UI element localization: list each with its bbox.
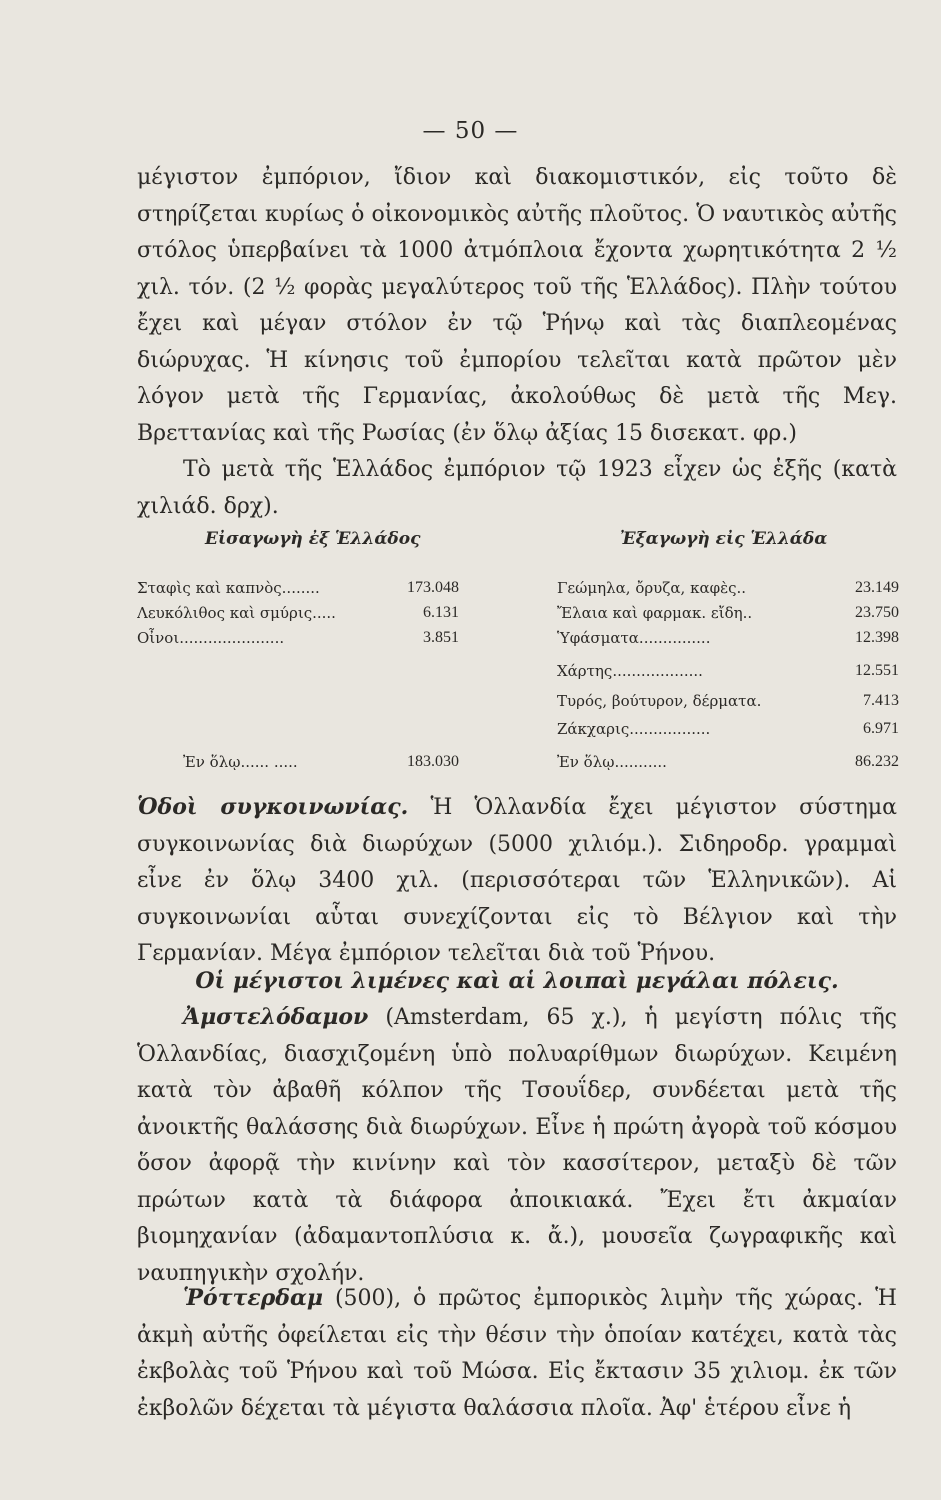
exports-row <box>557 626 899 650</box>
exports-row-value: 12.551 <box>855 662 899 679</box>
paragraph-amsterdam <box>137 999 897 1292</box>
exports-row <box>557 659 899 683</box>
exports-total-row <box>557 750 899 774</box>
imports-row-label: Οἶνοι...................... <box>137 629 285 647</box>
section-communications-heading: Ὁδοὶ συγκοινωνίας. <box>137 794 409 820</box>
imports-total-value: 183.030 <box>407 753 459 770</box>
amsterdam-text: (Amsterdam, 65 χ.), ἡ μεγίστη πόλις τῆς Ὁλλανδίας, διασχιζομένη ὑπὸ πολυαρίθμων διωρύχων. Κειμένη κατὰ τὸν ἀβαθῆ κόλπον τῆς Τσουΐδερ, συνδέεται μετὰ τῆς ἀνοικτῆς θαλάσσης διὰ διωρύχων. Εἶνε ἡ πρώτη ἀγορὰ τοῦ κόσμου ὅσον ἀφορᾷ τὴν κινίνην καὶ τὸν κασσίτερον, μεταξὺ δὲ τῶν πρώτων κατὰ τὰ διάφορα ἀποικιακά. Ἔχει ἔτι ἀκμαίαν βιομηχανίαν (ἀδαμαντοπλύσια κ. ἄ.), μουσεῖα ζωγραφικῆς καὶ ναυπηγικὴν σχολήν. <box>137 1005 897 1286</box>
imports-row-label: Σταφὶς καὶ καπνὸς........ <box>137 579 320 597</box>
exports-row <box>557 689 899 713</box>
paragraph-trade-greece: Τὸ μετὰ τῆς Ἑλλάδος ἐμπόριον τῷ 1923 εἶχεν ὡς ἑξῆς (κατὰ χιλιάδ. δρχ). <box>137 457 897 519</box>
exports-row-label: Ὑφάσματα............... <box>557 629 711 647</box>
imports-heading: Εἰσαγωγὴ ἐξ Ἑλλάδος <box>205 529 421 549</box>
imports-row <box>137 576 459 600</box>
rotterdam-name: Ῥόττερδαμ <box>183 1285 324 1311</box>
imports-row-label: Λευκόλιθος καὶ σμύρις..... <box>137 604 336 622</box>
paragraph-rotterdam <box>137 1280 897 1427</box>
exports-row-value: 23.750 <box>855 604 899 621</box>
rotterdam-text: (500), ὁ πρῶτος ἐμπορικὸς λιμὴν τῆς χώρας. Ἡ ἀκμὴ αὐτῆς ὀφείλεται εἰς τὴν θέσιν τὴν ὁποίαν κατέχει, κατὰ τὰς ἐκβολὰς τοῦ Ῥήνου καὶ τοῦ Μώσα. Εἰς ἔκτασιν 35 χιλιομ. ἐκ τῶν ἐκβολῶν δέχεται τὰ μέγιστα θαλάσσια πλοῖα. Ἀφ' ἑτέρου εἶνε ἡ <box>137 1286 897 1421</box>
section-ports-heading: Οἱ μέγιστοι λιμένες καὶ αἱ λοιπαὶ μεγάλαι πόλεις. <box>195 968 839 994</box>
exports-row-label: Τυρός, βούτυρον, δέρματα. <box>557 692 762 710</box>
section-communications <box>137 789 897 973</box>
exports-total-value: 86.232 <box>855 753 899 770</box>
imports-row <box>137 626 459 650</box>
exports-row <box>557 576 899 600</box>
exports-heading: Ἐξαγωγὴ εἰς Ἑλλάδα <box>620 529 828 549</box>
section-communications-text: Ἡ Ὁλλανδία ἔχει μέγιστον σύστημα συγκοινωνίας διὰ διωρύχων (5000 χιλιόμ.). Σιδηροδρ. γραμμαὶ εἶνε ἐν ὅλῳ 3400 χιλ. (περισσότεραι τῶν Ἑλληνικῶν). Αἱ συγκοινωνίαι αὗται συνεχίζονται εἰς τὸ Βέλγιον καὶ τὴν Γερμανίαν. Μέγα ἐμπόριον τελεῖται διὰ τοῦ Ῥήνου. <box>137 795 897 966</box>
exports-row-label: Ζάκχαρις................. <box>557 720 711 738</box>
exports-row-value: 23.149 <box>855 579 899 596</box>
paragraph-trade-intro: μέγιστον ἐμπόριον, ἴδιον καὶ διακομιστικόν, εἰς τοῦτο δὲ στηρίζεται κυρίως ὁ οἰκονομικὸς αὐτῆς πλοῦτος. Ὁ ναυτικὸς αὐτῆς στόλος ὑπερβαίνει τὰ 1000 ἀτμόπλοια ἔχοντα χωρητικότητα 2 ½ χιλ. τόν. (2 ½ φορὰς μεγαλύτερος τοῦ τῆς Ἑλλάδος). Πλὴν τούτου ἔχει καὶ μέγαν στόλον ἐν τῷ Ῥήνῳ καὶ τὰς διαπλεομένας διώρυχας. Ἡ κίνησις τοῦ ἐμπορίου τελεῖται κατὰ πρῶτον μὲν λόγον μετὰ τῆς Γερμανίας, ἀκολούθως δὲ μετὰ τῆς Μεγ. Βρεττανίας καὶ τῆς Ρωσίας (ἐν ὅλῳ ἀξίας 15 δισεκατ. φρ.) <box>137 165 897 446</box>
page-number: — 50 — <box>422 118 519 144</box>
imports-row-value: 173.048 <box>407 579 459 596</box>
imports-row <box>137 601 459 625</box>
section-ports <box>137 963 897 1001</box>
imports-row-value: 3.851 <box>423 629 459 646</box>
imports-total-row <box>137 750 459 774</box>
exports-row-value: 7.413 <box>863 692 899 709</box>
exports-row-label: Χάρτης................... <box>557 662 703 680</box>
exports-row <box>557 717 899 741</box>
amsterdam-name: Ἀμστελόδαμον <box>183 1004 369 1030</box>
exports-total-label: Ἐν ὅλῳ........... <box>557 753 667 771</box>
imports-total-label: Ἐν ὅλῳ...... ..... <box>183 753 298 771</box>
exports-row-label: Ἔλαια καὶ φαρμακ. εἴδη.. <box>557 604 753 622</box>
exports-row-label: Γεώμηλα, ὄρυζα, καφὲς.. <box>557 579 747 597</box>
imports-row-value: 6.131 <box>423 604 459 621</box>
exports-row-value: 6.971 <box>863 720 899 737</box>
exports-row <box>557 601 899 625</box>
exports-row-value: 12.398 <box>855 629 899 646</box>
